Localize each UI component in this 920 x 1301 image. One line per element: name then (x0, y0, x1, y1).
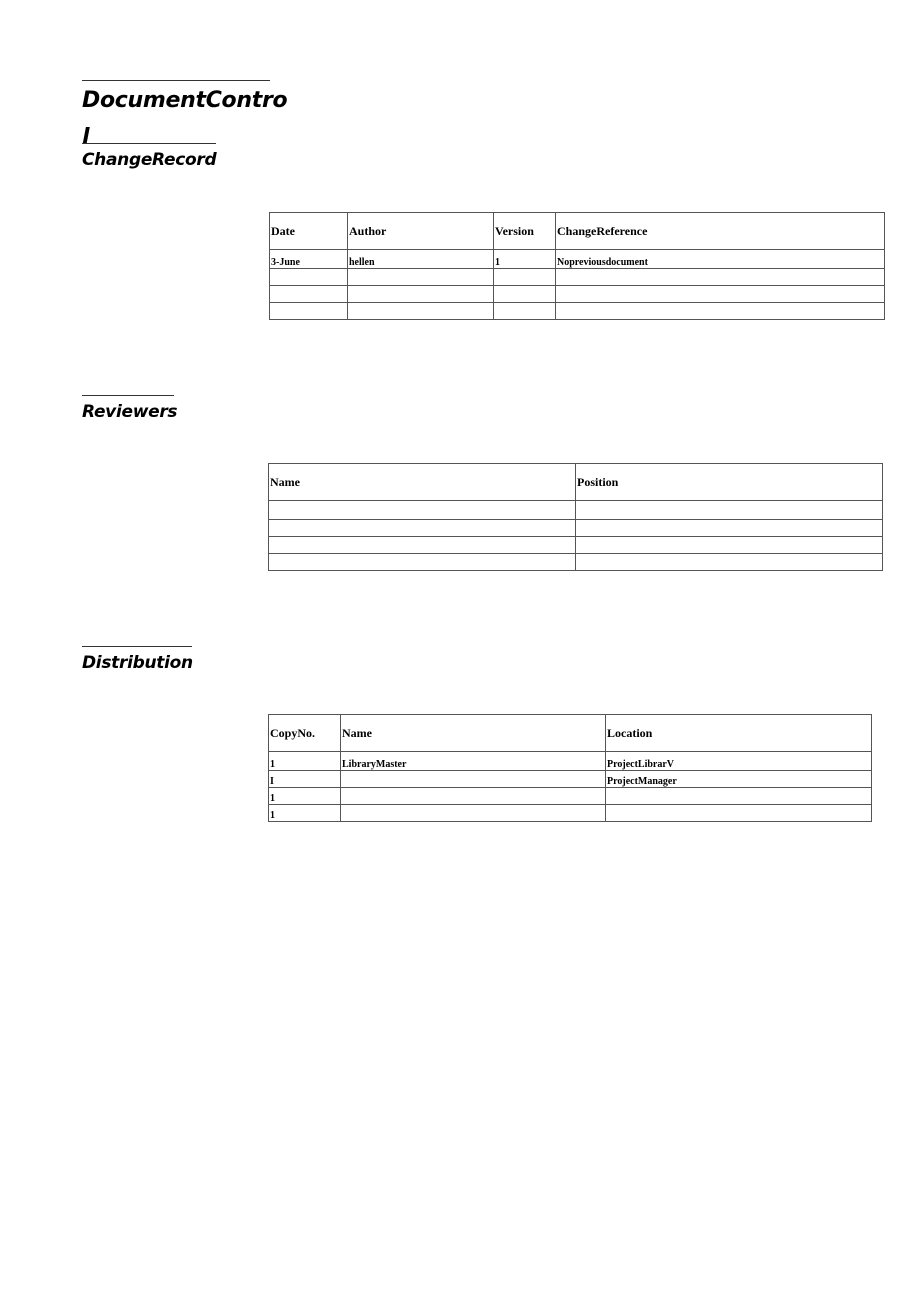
table-cell[interactable] (576, 520, 883, 537)
table-row (269, 805, 872, 822)
distribution-heading: Distribution (82, 653, 193, 673)
table-cell[interactable] (576, 501, 883, 520)
table-header-row (269, 715, 872, 752)
table-cell[interactable] (606, 788, 872, 805)
column-header-name: Name (269, 464, 576, 501)
table-cell[interactable]: I (269, 771, 341, 788)
table-row (270, 303, 885, 320)
table-cell[interactable] (348, 303, 494, 320)
table-cell[interactable] (576, 554, 883, 571)
page-title-continuation: l (82, 125, 90, 150)
reviewers-rule (82, 395, 174, 396)
table-cell[interactable] (270, 303, 348, 320)
table-cell[interactable] (270, 286, 348, 303)
column-header-author: Author (348, 213, 494, 250)
table-cell[interactable]: ProjectLibrarV (606, 752, 872, 771)
table-row (270, 286, 885, 303)
distribution-rule (82, 646, 192, 647)
table-header-row (269, 464, 883, 501)
table-row (269, 501, 883, 520)
table-cell[interactable] (494, 269, 556, 286)
table-cell[interactable] (494, 286, 556, 303)
table-cell[interactable] (348, 269, 494, 286)
table-cell[interactable] (341, 805, 606, 822)
table-cell[interactable] (556, 286, 885, 303)
column-header-position: Position (576, 464, 883, 501)
table-cell[interactable] (269, 554, 576, 571)
table-cell[interactable] (269, 520, 576, 537)
table-cell[interactable] (556, 269, 885, 286)
change-record-table (269, 212, 885, 320)
page-title: DocumentContro (82, 88, 288, 113)
change-record-heading: ChangeRecord (82, 150, 217, 170)
table-cell[interactable] (348, 286, 494, 303)
table-cell[interactable]: 1 (269, 752, 341, 771)
table-cell[interactable] (341, 788, 606, 805)
title-top-rule (82, 80, 270, 81)
column-header-name: Name (341, 715, 606, 752)
table-cell[interactable]: 1 (494, 250, 556, 269)
table-row (269, 520, 883, 537)
table-row (269, 771, 872, 788)
table-cell[interactable] (606, 805, 872, 822)
table-cell[interactable] (269, 501, 576, 520)
table-cell[interactable]: 1 (269, 788, 341, 805)
table-cell[interactable] (576, 537, 883, 554)
table-cell[interactable] (341, 771, 606, 788)
table-cell[interactable]: 1 (269, 805, 341, 822)
table-row (270, 250, 885, 269)
table-cell[interactable] (269, 537, 576, 554)
column-header-change-reference: ChangeReference (556, 213, 885, 250)
table-cell[interactable] (556, 303, 885, 320)
table-cell[interactable]: 3-June (270, 250, 348, 269)
column-header-version: Version (494, 213, 556, 250)
distribution-table (268, 714, 872, 822)
table-row (269, 752, 872, 771)
table-cell[interactable] (270, 269, 348, 286)
table-header-row (270, 213, 885, 250)
table-cell[interactable]: hellen (348, 250, 494, 269)
change-record-rule (82, 143, 216, 144)
table-row (269, 537, 883, 554)
table-cell[interactable]: ProjectManager (606, 771, 872, 788)
column-header-location: Location (606, 715, 872, 752)
column-header-date: Date (270, 213, 348, 250)
reviewers-heading: Reviewers (82, 402, 178, 422)
table-cell[interactable] (494, 303, 556, 320)
table-cell[interactable]: Nopreviousdocument (556, 250, 885, 269)
reviewers-table (268, 463, 883, 571)
table-cell[interactable]: LibraryMaster (341, 752, 606, 771)
table-row (270, 269, 885, 286)
table-row (269, 554, 883, 571)
column-header-copy-no: CopyNo. (269, 715, 341, 752)
table-row (269, 788, 872, 805)
